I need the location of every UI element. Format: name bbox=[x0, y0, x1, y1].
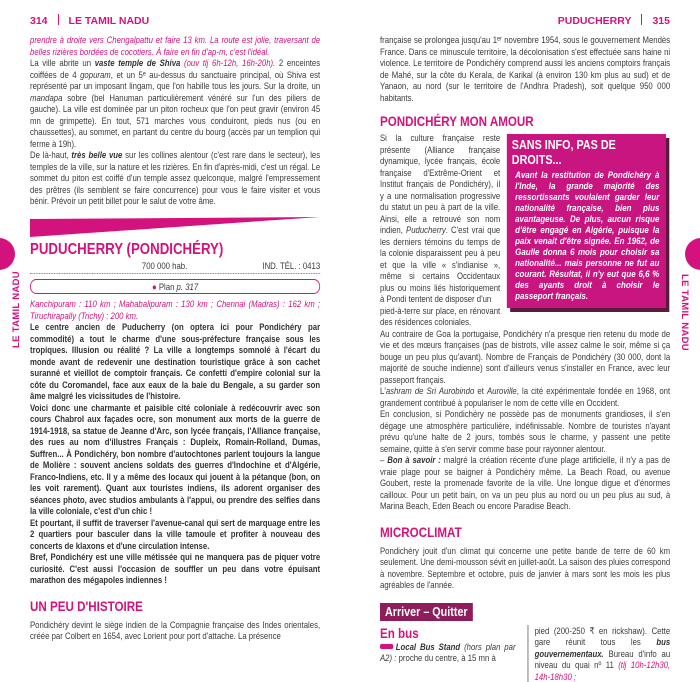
paragraph bbox=[30, 149, 320, 207]
paragraph bbox=[30, 57, 320, 149]
text-run: Auroville bbox=[487, 385, 517, 396]
side-tab-marker bbox=[685, 238, 700, 270]
text-run: sobre (bel Hanuman particulièrement vénéré sur l'un des piliers de gauche). La ville est dominée par un piton rocheux que l'on peut gravir (environ 45 mn de grimpette). En tout, 571 marches vous conduiront, pieds nus (ou en chaussettes), au sommet, en partant du centre du bourg (accès par un templion qui ferme à 19h). bbox=[30, 92, 320, 149]
running-head: LE TAMIL NADU bbox=[69, 15, 150, 27]
amour-heading: PONDICHÉRY MON AMOUR bbox=[380, 113, 670, 129]
side-tab-marker bbox=[0, 238, 15, 270]
history-text: Pondichéry devint le siège indien de la Compagnie française des Indes orientales, créée par Colbert en 1654, avec Lorient pour port d'attache. La présence bbox=[30, 619, 320, 642]
text-run: bus gouvernementaux. bbox=[535, 636, 671, 659]
text-run: (tlj 10h-12h30, 14h-18h30 ; bbox=[535, 659, 671, 682]
paragraph: Bref, Pondichéry est une ville métissée qui ne manquera pas de piquer votre curiosité. C'est aussi l'occasion de souffler un peu dans votre épuisant marathon des mégapoles indiennes ! bbox=[30, 551, 320, 586]
info-box-title: SANS INFO, PAS DE DROITS... bbox=[507, 134, 666, 167]
paragraph bbox=[380, 408, 670, 454]
main-text bbox=[30, 298, 320, 586]
paragraph: Et pourtant, il suffit de traverser l'avenue-canal qui sert de marquage entre les 2 quartiers pour basculer dans la ville tamoule et profiter à nouveau des concerts de klaxons et d'une circulation intense. bbox=[30, 517, 320, 552]
text-run: française se prolongea jusqu'au 1ᵉʳ novembre 1954, sous le gouvernement Mendès France. Dans ce minuscule territoire, la décolonisation s'est effectuée sans haine ni violence. Le territoire de Pondichéry comprend aussi les anciens comptoirs français de Mahé, sur la côte du Kerala, de Karikal (à environ 130 km plus au sud) et de Yanaon, au nord (sur le territoire de l'Andhra Pradesh), soit quelque 950 000 habitants. bbox=[380, 34, 670, 103]
bullet-icon: ● bbox=[152, 281, 157, 292]
header-divider bbox=[58, 14, 59, 25]
text-run: (ouv tlj 6h-12h, 16h-20h). bbox=[180, 57, 275, 68]
side-tab-label: LE TAMIL NADU bbox=[679, 274, 690, 351]
text-run: La ville abrite un bbox=[30, 57, 95, 68]
paragraph bbox=[30, 34, 320, 57]
history-continued-text bbox=[380, 34, 670, 103]
history-heading: UN PEU D'HISTOIRE bbox=[30, 598, 320, 614]
text-run: Au contraire de Goa la portugaise, Pondichéry n'a presque rien retenu du mode de vie et des mœurs françaises (pas de bistrots, ville assez calme le soir, même si ça bouge un peu plus qu'avant). Nombre de Français de Pondichéry (30 000, dont la majorité de souche indienne) sont d'ailleurs venus s'installer en France, avec leur passeport français. bbox=[380, 328, 670, 385]
text-run: Bon à savoir : bbox=[387, 454, 441, 465]
amour-text bbox=[380, 305, 670, 512]
text-run: et bbox=[474, 385, 487, 396]
climate-text: Pondichéry jouit d'un climat qui concerne une petite bande de terre de 60 km seulement. Une demi-mousson sévit en juillet-août. La saison des pluies correspond à novembre. Septembre et octobre, puis de janvier à mars sont les mois les plus agréables de l'année. bbox=[380, 545, 670, 591]
paragraph bbox=[380, 328, 670, 386]
text-run: , la cité expérimentale fondée en 1968, ont grandement contribué à populariser le nom de cette ville en Occident. bbox=[380, 385, 670, 408]
header-divider bbox=[641, 14, 642, 25]
paragraph bbox=[535, 625, 671, 682]
text-run: 2 enceintes coiffées de 4 bbox=[30, 57, 320, 80]
text-run: En conclusion, si Pondichéry ne possède pas de monuments grandioses, il s'en dégage une atmosphère particulière, indéfinissable. Nombre de touristes n'ayant prévu qu'une halte de 2 jours, tombés sous le charme, y passent une petite semaine, quitte à s'en servir comme base pour rayonner alentour. bbox=[380, 408, 670, 454]
bus-heading: En bus bbox=[380, 625, 516, 641]
left-page-column bbox=[30, 34, 320, 642]
text-run: Bureau d'info au niveau du quai nº 11 bbox=[535, 648, 671, 671]
text-run: , et un 5ᵉ au-dessus du sanctuaire principal, où Shiva est représenté par un imposant lingam, que l'on habille tous les jours. Sur la droite, un bbox=[30, 69, 320, 92]
info-box-body: Avant la restitution de Pondichéry à l'Inde, la grande majorité des ressortissants voulaient garder leur nationalité française, bien plus avantageuse. De plus, aucun risque d'être engagé en Algérie, puisque la paix venait d'être signée. En 1962, de Gaulle donna 6 mois pour choisir sa nationalité... mais personne ne fut au courant. Résultat, il n'y eut que 6,6 % des ayants droit à choisir le passeport français. bbox=[507, 167, 666, 302]
running-head: PUDUCHERRY bbox=[558, 15, 632, 27]
city-info-line bbox=[30, 260, 320, 275]
paragraph bbox=[380, 454, 670, 512]
text-run: sur les collines alentour (c'est rare dans le secteur), les temples de la ville, sur la nature et les rizières. En fin d'après-midi, c'est un régal. Le sommet du piton est coiffé d'un temple assez quelconque, malgré l'empressement des prêtres (ils semblent se faire concurrence) pour vous le faire visiter et vous bénir. Prévoir un petit billet pour le salut de votre âme. bbox=[30, 149, 320, 206]
text-run: Local Bus Stand bbox=[396, 641, 460, 652]
side-tab-label: LE TAMIL NADU bbox=[11, 271, 22, 348]
intro-text bbox=[30, 34, 320, 207]
right-running-header bbox=[558, 14, 670, 27]
climate-heading: MICROCLIMAT bbox=[380, 524, 670, 540]
plan-label: Plan bbox=[159, 281, 175, 292]
text-run: De là-haut, bbox=[30, 149, 71, 160]
paragraph bbox=[380, 385, 670, 408]
text-run: pied (200-250 ₹ en rickshaw). Cette gare réunit tous les bbox=[535, 625, 671, 648]
text-run: pied-à-terre sur place, en rénovant des résidences coloniales. bbox=[380, 305, 500, 328]
text-run: Si la culture française reste présente (Alliance française dynamique, lycée français, école française d'Extrême-Orient et Institut français de Pondichéry), il y a une normalisation progressive du statut un peu à part de la ville. Ainsi, elle a retrouvé son nom indien, bbox=[380, 132, 500, 235]
paragraph bbox=[380, 34, 670, 103]
paragraph: Voici donc une charmante et paisible cité coloniale à redécouvrir avec son cours Chabrol aux façades ocre, son monument aux morts de la guerre de 1914-1918, sa statue de Jeanne d'Arc, son lycée français, l'Alliance française, des rues au nom d'illustres Français : Dupleix, Romain-Rolland, Dumas, Suffren... À Pondichéry, bon nombre d'autochtones parlent toujours la langue de Molière : souvent anciens soldats des guerres d'Indochine et d'Algérie, Franco-Indiens, etc. Il y a même des locaux qui jouent à la pétanque (bon, on les voit rarement). Quant aux touristes indiens, ils adorent organiser des séances photo, avec studios ambulants à l'appui, ou prendre des selfies dans la ville coloniale, c'est d'un chic ! bbox=[30, 402, 320, 517]
paragraph bbox=[380, 641, 516, 664]
info-box bbox=[507, 134, 666, 308]
plan-reference[interactable] bbox=[30, 279, 320, 294]
phone-code: IND. TÉL. : 0413 bbox=[262, 260, 320, 272]
bus-icon bbox=[380, 644, 393, 649]
population: 700 000 hab. bbox=[142, 260, 187, 272]
text-run: proche du centre, à 15 mn à bbox=[396, 652, 495, 663]
bus-right-column bbox=[527, 625, 670, 682]
text-run: gopuram bbox=[80, 69, 111, 80]
bus-section bbox=[380, 625, 670, 682]
section-banner: Arriver – Quitter bbox=[380, 603, 473, 621]
text-run: prendre à droite vers Chengalpattu et faire 13 km. La route est jolie, traversant de belles rizières bordées de cocotiers. À faire en fin d'ap-m, c'est l'idéal. bbox=[30, 34, 320, 57]
right-page-column bbox=[380, 34, 670, 682]
bus-left-column bbox=[380, 625, 516, 682]
text-run: vaste temple de Shiva bbox=[95, 57, 181, 68]
text-run: mandapa bbox=[30, 92, 62, 103]
left-running-header bbox=[30, 14, 149, 27]
page-number: 314 bbox=[30, 15, 48, 27]
distances: Kanchipuram : 110 km ; Mahabalipuram : 130 km ; Chennai (Madras) : 162 km ; Tiruchirapally (Trichy) : 200 km. bbox=[30, 298, 320, 321]
text-run: L' bbox=[380, 385, 386, 396]
text-run: ashram de Sri Aurobindo bbox=[386, 385, 474, 396]
text-run: Puducherry bbox=[406, 224, 446, 235]
section-wedge-decoration bbox=[30, 217, 320, 237]
text-run: très belle vue bbox=[71, 149, 122, 160]
text-run: . C'est vrai que les derniers témoins du temps de la colonie disparaissent peu à peu et que la ville « s'indianise », même si certains Occidentaux plus ou moins liés historiquement à Pondi tentent de disposer d'un bbox=[380, 224, 500, 304]
plan-page-link[interactable]: p. 317 bbox=[177, 281, 199, 292]
text-run: (hors plan par A2) : bbox=[380, 641, 516, 664]
page-number: 315 bbox=[652, 15, 670, 27]
text-run: malgré la création récente d'une plage artificielle, il n'y a pas de vraie plage pour se baigner à Pondichéry même. La Beach Road, ou avenue Goubert, reste la promenade favorite de la ville. Une longue digue et d'énormes cailloux. Pour un petit bain, on va un peu plus au nord ou un peu plus au sud, à Marina Beach, Eden Beach ou encore Paradise Beach. bbox=[380, 454, 670, 511]
text-run: – bbox=[380, 454, 387, 465]
city-title: PUDUCHERRY (PONDICHÉRY) bbox=[30, 241, 320, 259]
paragraph: Le centre ancien de Puducherry (on optera ici pour Pondichéry par commodité) a tout le charme d'une sous-préfecture française sous les tropiques. Illusion ou réalité ? La ville a longtemps somnolé à l'écart du monde avant de redevenir une destination touristique grâce à son cachet suranné et vieillot de comptoir français. Ce confetti d'empire colonial sur la côte du Coromandel, face aux eaux de la baie du Bengale, a su garder son âme malgré les vicissitudes de l'histoire. bbox=[30, 321, 320, 402]
